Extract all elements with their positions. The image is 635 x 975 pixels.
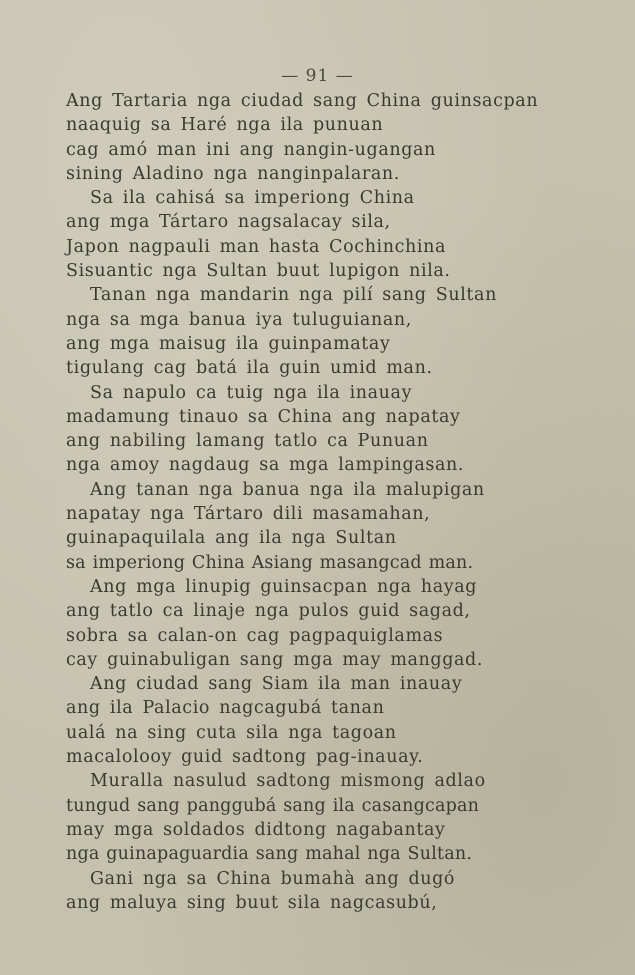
poem-line: madamung tinauo sa China ang napatay [66, 406, 461, 427]
poem-line: Sa ila cahisá sa imperiong China [90, 188, 415, 209]
poem-line: tungud sang panggubá sang ila casangcapan [66, 795, 480, 816]
poem-line: nga sa mga banua iya tuluguianan, [66, 309, 412, 330]
poem-line: sobra sa calan-on cag pagpaquiglamas [66, 625, 444, 646]
poem-line: ang maluya sing buut sila nagcasubú, [66, 892, 438, 913]
poem-line: napatay nga Tártaro dili masamahan, [66, 504, 431, 525]
poem-line: Ang ciudad sang Siam ila man inauay [90, 674, 463, 695]
poem-line: tigulang cag batá ila guin umid man. [66, 358, 433, 379]
poem-line: sining Aladino nga nanginpalaran. [66, 163, 400, 184]
poem-line: ang nabiling lamang tatlo ca Punuan [66, 431, 429, 452]
poem-line: cag amó man ini ang nangin-ugangan [66, 139, 436, 160]
poem-line: nga guinapaguardia sang mahal nga Sultan. [66, 844, 473, 865]
poem-line: macalolooy guid sadtong pag-inauay. [66, 747, 424, 768]
poem-line: ang mga maisug ila guinpamatay [66, 333, 391, 354]
poem-line: Muralla nasulud sadtong mismong adlao [90, 771, 486, 792]
poem-line: may mga soldados didtong nagabantay [66, 819, 446, 840]
poem-line: Ang Tartaria nga ciudad sang China guinsacpan [66, 91, 539, 111]
poem-line: ang mga Tártaro nagsalacay sila, [66, 212, 391, 233]
poem-line: Sisuantic nga Sultan buut lupigon nila. [66, 261, 451, 282]
poem-line: naaquig sa Haré nga ila punuan [66, 115, 384, 136]
poem-line: sa imperiong China Asiang masangcad man. [66, 552, 474, 573]
poem-text [66, 89, 576, 915]
poem-line: guinapaquilala ang ila nga Sultan [66, 528, 397, 549]
poem-line: ualá na sing cuta sila nga tagoan [66, 722, 397, 743]
poem-line: ang tatlo ca linaje nga pulos guid sagad, [66, 601, 471, 622]
poem-line: Japon nagpauli man hasta Cochinchina [66, 236, 447, 257]
poem-line: Ang tanan nga banua nga ila malupigan [90, 479, 485, 500]
poem-line: Gani nga sa China bumahà ang dugó [90, 868, 456, 889]
poem-line: ang ila Palacio nagcagubá tanan [66, 698, 385, 719]
poem-line: Sa napulo ca tuig nga ila inauay [90, 382, 413, 403]
poem-line: Ang mga linupig guinsacpan nga hayag [90, 576, 478, 597]
poem-line: nga amoy nagdaug sa mga lampingasan. [66, 455, 465, 476]
page-number: — 91 — [281, 66, 354, 86]
poem-line: cay guinabuligan sang mga may manggad. [66, 649, 484, 670]
poem-line: Tanan nga mandarin nga pilí sang Sultan [90, 285, 497, 306]
